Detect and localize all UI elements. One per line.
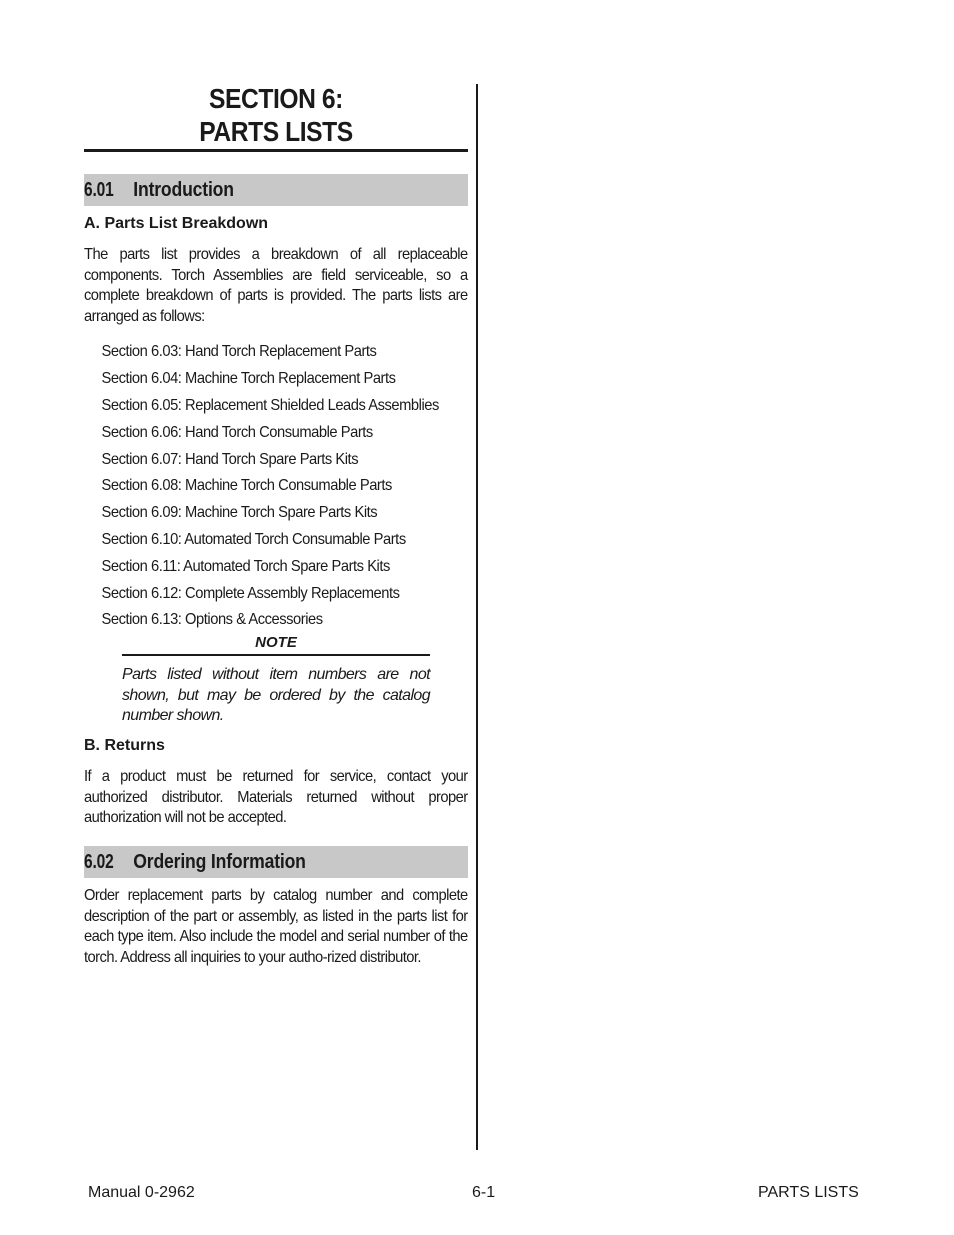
subsection-b-heading: B. Returns bbox=[84, 737, 165, 754]
section-601-header bbox=[84, 174, 468, 206]
list-item: Section 6.09: Machine Torch Spare Parts Kits bbox=[101, 504, 378, 522]
section-title bbox=[84, 82, 468, 148]
left-column bbox=[84, 82, 468, 634]
section-601-number: 6.01 bbox=[84, 178, 114, 201]
footer-manual-number: Manual 0-2962 bbox=[88, 1184, 195, 1201]
list-item: Section 6.11: Automated Torch Spare Parts Kits bbox=[101, 557, 390, 575]
section-title-line2: PARTS LISTS bbox=[199, 116, 353, 147]
list-item: Section 6.07: Hand Torch Spare Parts Kits bbox=[101, 450, 359, 468]
section-602-title: Ordering Information bbox=[133, 850, 306, 873]
list-item: Section 6.06: Hand Torch Consumable Parts bbox=[101, 423, 373, 441]
note-text: Parts listed without item numbers are not shown, but may be ordered by the catalog number shown. bbox=[122, 666, 430, 725]
section-602-text: Order replacement parts by catalog number and complete description of the part or assembly, as listed in the parts list for each type item. Also include the model and serial number of the torch. Address all inquiries to your autho-rized distributor. bbox=[84, 887, 468, 966]
subsection-a-heading: A. Parts List Breakdown bbox=[84, 215, 269, 232]
section-602 bbox=[84, 846, 468, 968]
section-602-number: 6.02 bbox=[84, 850, 114, 873]
footer-page-number: 6-1 bbox=[472, 1184, 496, 1201]
returns-section bbox=[84, 737, 468, 829]
note-box bbox=[84, 632, 468, 732]
list-item: Section 6.12: Complete Assembly Replacements bbox=[101, 584, 400, 602]
list-item: Section 6.04: Machine Torch Replacement Parts bbox=[101, 370, 396, 388]
note-label: NOTE bbox=[255, 634, 297, 651]
note-rule bbox=[122, 654, 430, 656]
title-underline bbox=[84, 149, 468, 152]
section-601-title: Introduction bbox=[133, 178, 234, 201]
section-title-line1: SECTION 6: bbox=[209, 83, 343, 114]
subsection-a-text: The parts list provides a breakdown of all replaceable components. Torch Assemblies are field serviceable, so a complete breakdown of parts is provided. The parts lists are arranged as follows: bbox=[84, 246, 468, 325]
list-item: Section 6.13: Options & Accessories bbox=[101, 611, 323, 629]
list-item: Section 6.08: Machine Torch Consumable Parts bbox=[101, 477, 392, 495]
list-item: Section 6.10: Automated Torch Consumable Parts bbox=[101, 530, 406, 548]
column-divider bbox=[476, 84, 478, 1150]
footer-section-name: PARTS LISTS bbox=[758, 1184, 859, 1201]
list-item: Section 6.03: Hand Torch Replacement Parts bbox=[101, 343, 377, 361]
subsection-a-paragraph bbox=[84, 245, 468, 327]
list-item: Section 6.05: Replacement Shielded Leads Assemblies bbox=[101, 396, 439, 414]
parts-list-sections bbox=[84, 339, 468, 634]
subsection-b-text: If a product must be returned for service, contact your authorized distributor. Materials returned without proper authorization will not be accepted. bbox=[84, 768, 468, 827]
section-602-header bbox=[84, 846, 468, 878]
